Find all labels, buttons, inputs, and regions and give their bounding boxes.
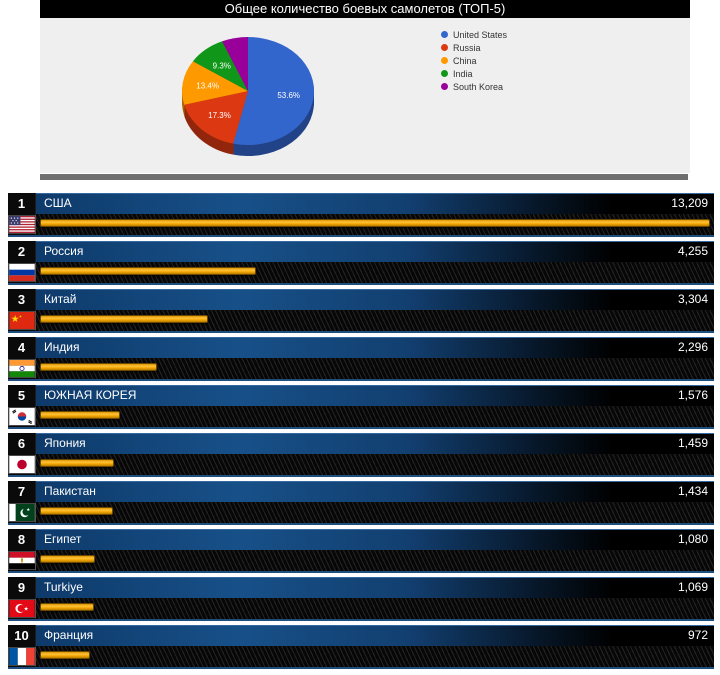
legend-item <box>441 67 507 80</box>
rank-number: 10 <box>14 628 29 643</box>
rank-column <box>8 337 36 379</box>
rank-number: 1 <box>17 196 26 211</box>
country-name: Египет <box>44 532 82 546</box>
name-band <box>36 577 714 598</box>
row-main <box>36 193 714 235</box>
rank-number: 3 <box>17 292 26 307</box>
value-bar <box>40 267 256 275</box>
name-band <box>36 625 714 646</box>
legend-label: United States <box>453 29 508 40</box>
legend-item <box>441 54 507 67</box>
country-value: 1,576 <box>677 388 708 402</box>
legend-label: China <box>453 55 477 66</box>
ranking-row <box>8 433 714 477</box>
rank-column <box>8 289 36 331</box>
pie-slice-label: 17.3% <box>208 111 231 120</box>
bar-track <box>36 502 714 523</box>
rank-number: 7 <box>17 484 26 499</box>
bar-track <box>36 358 714 379</box>
kr-flag <box>8 406 35 427</box>
bar-track <box>36 406 714 427</box>
row-main <box>36 433 714 475</box>
country-value: 1,459 <box>677 436 708 450</box>
rank-number: 8 <box>17 532 26 547</box>
legend-label: India <box>453 68 473 79</box>
country-name: Пакистан <box>44 484 96 498</box>
value-bar <box>40 411 120 419</box>
ranking-row <box>8 481 714 525</box>
svg-text:★: ★ <box>10 314 19 326</box>
pie-chart-area <box>40 18 690 173</box>
value-bar <box>40 507 113 515</box>
row-main <box>36 337 714 379</box>
fr-flag <box>8 646 35 667</box>
row-main <box>36 385 714 427</box>
row-main <box>36 577 714 619</box>
ranking-row <box>8 385 714 429</box>
bar-track <box>36 454 714 475</box>
bar-track <box>36 262 714 283</box>
country-value: 4,255 <box>677 244 708 258</box>
bar-track <box>36 550 714 571</box>
bar-track <box>36 310 714 331</box>
legend-item <box>441 80 507 93</box>
rank-column <box>8 433 36 475</box>
country-name: Turkiye <box>44 580 83 594</box>
name-band <box>36 385 714 406</box>
legend-label: Russia <box>453 42 481 53</box>
value-bar <box>40 555 95 563</box>
pie-slice-label: 13.4% <box>196 81 219 91</box>
panel-divider <box>40 174 688 180</box>
rank-column <box>8 241 36 283</box>
name-band <box>36 241 714 262</box>
combat-aircraft-chart-panel <box>40 0 690 173</box>
ranking-row <box>8 337 714 381</box>
rank-number: 2 <box>17 244 26 259</box>
ru-flag <box>8 262 35 283</box>
ranking-row <box>8 289 714 333</box>
bar-track <box>36 646 714 667</box>
eg-flag <box>8 550 35 571</box>
rank-number: 6 <box>17 436 26 451</box>
us-flag <box>8 214 35 235</box>
country-value: 1,080 <box>677 532 708 546</box>
country-name: Япония <box>44 436 86 450</box>
jp-flag <box>8 454 35 475</box>
chart-title: Общее количество боевых самолетов (ТОП-5) <box>40 0 690 18</box>
rank-column <box>8 625 36 667</box>
name-band <box>36 193 714 214</box>
country-name: Франция <box>44 628 94 642</box>
rank-column <box>8 385 36 427</box>
value-bar <box>40 651 90 659</box>
country-name: США <box>44 196 72 210</box>
rank-number: 5 <box>17 388 26 403</box>
row-main <box>36 241 714 283</box>
legend-item <box>441 28 507 41</box>
legend-color-dot <box>441 31 448 38</box>
value-bar <box>40 315 208 323</box>
in-flag <box>8 358 35 379</box>
tr-flag <box>8 598 35 619</box>
rank-number: 9 <box>17 580 26 595</box>
value-bar <box>40 603 94 611</box>
name-band <box>36 433 714 454</box>
pie-chart <box>164 34 334 172</box>
rank-column <box>8 481 36 523</box>
cn-flag <box>8 310 35 331</box>
bar-track <box>36 214 714 235</box>
legend-color-dot <box>441 57 448 64</box>
value-bar <box>40 459 114 467</box>
ranking-row <box>8 241 714 285</box>
country-name: Россия <box>44 244 84 258</box>
name-band <box>36 337 714 358</box>
country-value: 13,209 <box>671 196 708 210</box>
pk-flag <box>8 502 35 523</box>
value-bar <box>40 363 157 371</box>
svg-text:★: ★ <box>23 606 28 613</box>
country-value: 3,304 <box>677 292 708 306</box>
rank-number: 4 <box>17 340 26 355</box>
legend-color-dot <box>441 44 448 51</box>
country-name: Индия <box>44 340 80 354</box>
legend-item <box>441 41 507 54</box>
row-main <box>36 625 714 667</box>
pie-legend <box>441 28 507 93</box>
row-main <box>36 481 714 523</box>
country-value: 1,434 <box>677 484 708 498</box>
ranking-row <box>8 529 714 573</box>
country-name: Китай <box>44 292 77 306</box>
country-name: ЮЖНАЯ КОРЕЯ <box>44 388 137 402</box>
ranking-row <box>8 577 714 621</box>
ranking-row <box>8 625 714 669</box>
pie-slice-label: 9.3% <box>212 61 231 71</box>
legend-color-dot <box>441 70 448 77</box>
svg-text:★: ★ <box>18 314 22 319</box>
value-bar <box>40 219 710 227</box>
legend-label: South Korea <box>453 81 504 92</box>
name-band <box>36 481 714 502</box>
rank-column <box>8 193 36 235</box>
country-value: 972 <box>687 628 708 642</box>
rank-column <box>8 529 36 571</box>
svg-text:★: ★ <box>25 506 30 512</box>
bar-track <box>36 598 714 619</box>
name-band <box>36 529 714 550</box>
row-main <box>36 529 714 571</box>
country-ranking-list <box>0 193 720 669</box>
legend-color-dot <box>441 83 448 90</box>
ranking-row <box>8 193 714 237</box>
country-value: 1,069 <box>677 580 708 594</box>
name-band <box>36 289 714 310</box>
rank-column <box>8 577 36 619</box>
row-main <box>36 289 714 331</box>
country-value: 2,296 <box>677 340 708 354</box>
pie-slice-label: 53.6% <box>277 90 301 100</box>
